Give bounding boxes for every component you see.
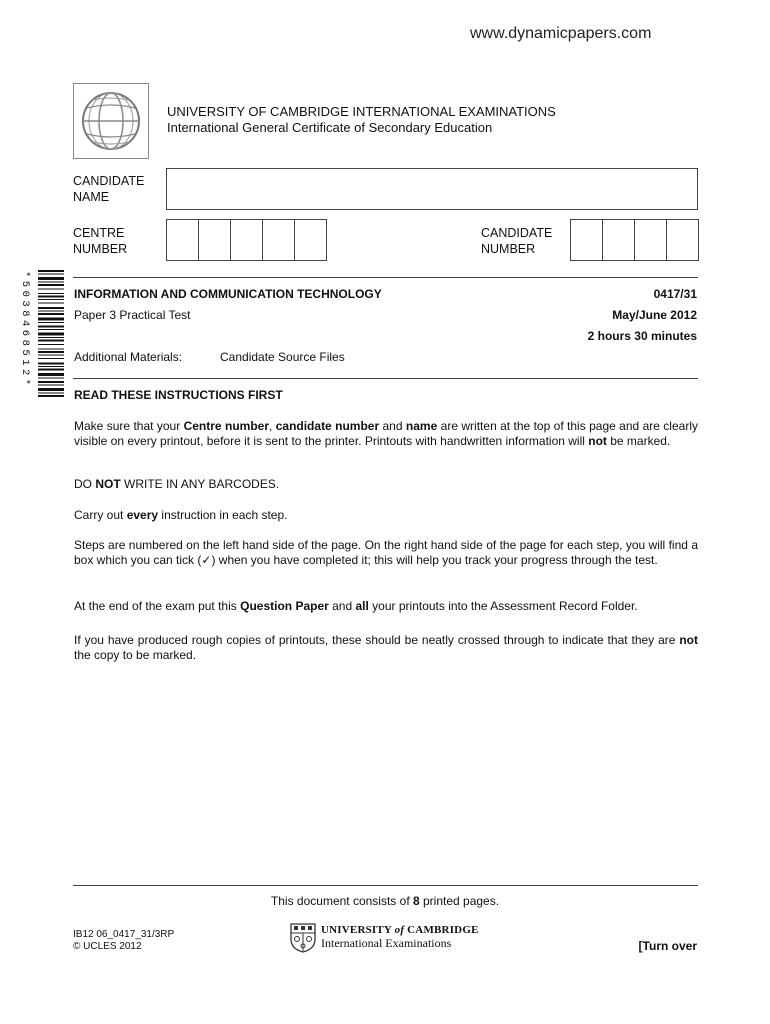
digit-box[interactable] — [231, 220, 263, 260]
text: At the end of the exam put this — [74, 599, 241, 613]
cambridge-wordmark — [321, 924, 479, 950]
emphasis: every — [126, 508, 159, 522]
digit-box[interactable] — [603, 220, 635, 260]
cambridge-crest — [290, 923, 316, 958]
additional-materials-label: Additional Materials: — [74, 350, 183, 364]
additional-materials-value: Candidate Source Files — [220, 350, 345, 364]
digit-box[interactable] — [167, 220, 199, 260]
candidate-number-label — [481, 226, 552, 257]
instructions-heading: READ THESE INSTRUCTIONS FIRST — [74, 388, 283, 402]
text: of — [394, 924, 405, 936]
emphasis: all — [355, 599, 369, 613]
emphasis: not — [588, 433, 607, 448]
institution-heading — [167, 104, 556, 136]
text: and — [328, 599, 356, 613]
centre-number-label — [73, 226, 127, 257]
text: WRITE IN ANY BARCODES. — [120, 477, 280, 491]
candidate-name-label — [73, 174, 144, 205]
emphasis: NOT — [95, 477, 121, 491]
page-count — [0, 894, 770, 908]
label-line: CANDIDATE — [73, 174, 145, 188]
globe-icon — [78, 88, 144, 154]
website-url: www.dynamicpapers.com — [470, 25, 652, 42]
label-line: CENTRE — [73, 226, 125, 240]
document-reference — [73, 929, 174, 953]
emphasis: Centre number — [183, 419, 269, 433]
turn-over: [Turn over — [638, 939, 697, 953]
digit-box[interactable] — [199, 220, 231, 260]
label-line: NUMBER — [73, 241, 128, 256]
label-line: NAME — [73, 189, 110, 204]
digit-box[interactable] — [263, 220, 295, 260]
emphasis: 8 — [412, 894, 420, 908]
centre-number-boxes[interactable] — [166, 219, 327, 261]
copyright: © UCLES 2012 — [73, 941, 142, 952]
text: If you have produced rough copies of printouts, these should be neatly crossed through to indicate that they are — [74, 633, 680, 647]
emphasis: candidate number — [275, 419, 380, 433]
instruction-paragraph — [74, 599, 698, 614]
text: your printouts into the Assessment Record Folder. — [368, 599, 638, 613]
divider — [73, 378, 698, 379]
exam-board-name: International Examinations — [321, 936, 452, 950]
digit-box[interactable] — [635, 220, 667, 260]
institution-name: UNIVERSITY OF CAMBRIDGE INTERNATIONAL EXAMINATIONS — [167, 104, 556, 119]
text: Make sure that your — [74, 419, 184, 433]
digit-box[interactable] — [295, 220, 326, 260]
text: This document consists of — [270, 894, 413, 908]
exam-duration: 2 hours 30 minutes — [587, 329, 697, 343]
syllabus-code: 0417/31 — [653, 287, 697, 301]
candidate-name-field[interactable] — [166, 168, 698, 210]
candidate-number-boxes[interactable] — [570, 219, 699, 261]
text: , — [269, 419, 276, 433]
emphasis: not — [679, 633, 698, 647]
text: Carry out — [74, 508, 127, 522]
text: printed pages. — [419, 894, 500, 908]
crest-icon — [290, 923, 316, 953]
instruction-paragraph — [74, 633, 698, 662]
instruction-paragraph: Steps are numbered on the left hand side of the page. On the right hand side of the page for each step, you will find a box which you can tick (✓) when you have completed it; this will help you track your progress through the test. — [74, 538, 698, 567]
instruction-paragraph — [74, 508, 698, 523]
label-line: CANDIDATE — [481, 226, 553, 240]
text: are written at the top of this page and are clearly visible on every printout, before it is sent to the printer. Printouts with handwritten information will — [74, 419, 698, 448]
text: be marked. — [606, 433, 671, 448]
emphasis: Question Paper — [240, 599, 329, 613]
text: UNIVERSITY — [321, 924, 395, 936]
barcode-number: *5038468512* — [19, 271, 31, 389]
text: the copy to be marked. — [74, 647, 197, 662]
barcode-text — [19, 271, 31, 401]
footer-divider — [73, 885, 698, 886]
instruction-paragraph — [74, 477, 698, 492]
digit-box[interactable] — [667, 220, 698, 260]
subject-title: INFORMATION AND COMMUNICATION TECHNOLOGY — [74, 287, 382, 301]
paper-title: Paper 3 Practical Test — [74, 308, 191, 322]
reference-code: IB12 06_0417_31/3RP — [73, 929, 175, 940]
instruction-paragraph — [74, 419, 698, 448]
globe-logo — [73, 83, 149, 159]
exam-session: May/June 2012 — [612, 308, 697, 322]
text: CAMBRIDGE — [404, 924, 479, 936]
label-line: NUMBER — [481, 241, 536, 256]
text: instruction in each step. — [158, 508, 288, 522]
text: and — [379, 419, 406, 433]
text: DO — [74, 477, 96, 491]
emphasis: name — [405, 419, 438, 433]
divider — [73, 277, 698, 278]
qualification-name: International General Certificate of Secondary Education — [167, 120, 493, 135]
digit-box[interactable] — [571, 220, 603, 260]
